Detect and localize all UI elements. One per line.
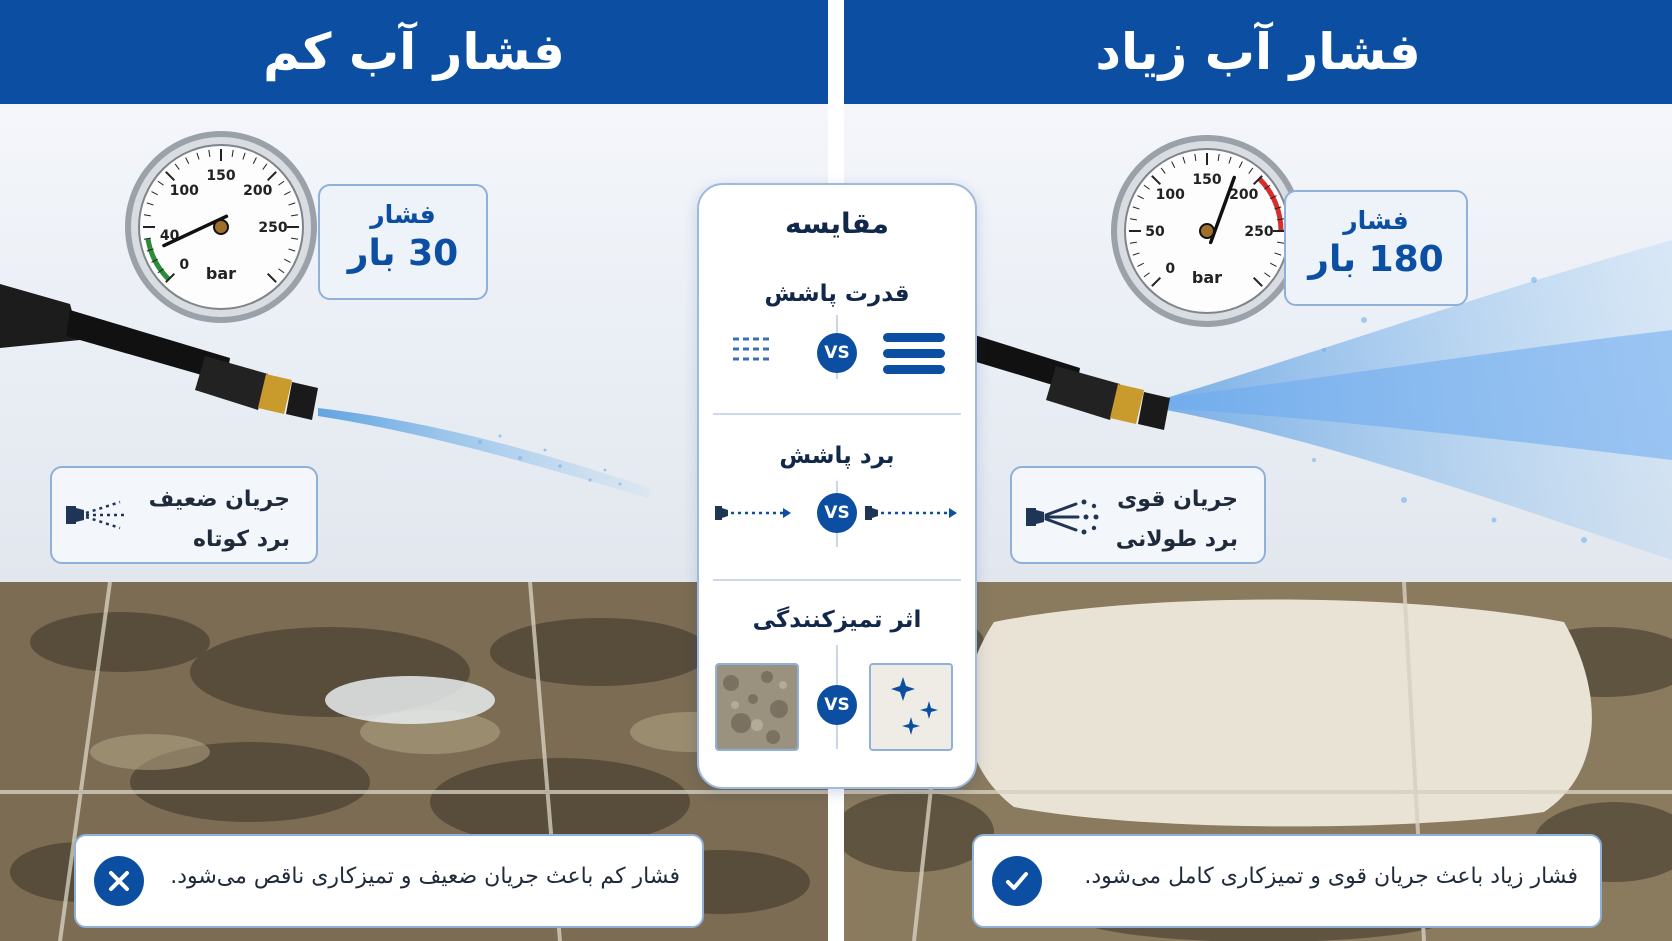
gauge-tick-label: 100 [1155,187,1185,204]
spray-range-label: برد پاشش [779,443,895,469]
section-divider [713,579,961,581]
pressure-value: 30 بار [347,233,459,274]
gauge-unit: bar [205,264,237,283]
pressure-label: فشار [370,200,436,229]
low-pressure-title: فشار آب کم [263,23,565,81]
x-circle-icon [94,856,144,906]
gauge-tick-label: 50 [1145,224,1165,240]
strong-spray-icon [1022,496,1102,540]
low-pressure-readout [318,184,488,300]
gauge-unit: bar [1191,268,1223,287]
pressure-label: فشار [1343,206,1409,235]
weak-flow-text [149,480,290,560]
flow-line-2: برد کوتاه [193,527,290,552]
high-pressure-readout [1284,190,1468,306]
vs-badge: VS [817,685,857,725]
dirty-surface-tile [715,663,799,751]
low-pressure-gauge [122,128,320,326]
high-pressure-header [844,0,1672,104]
gauge-tick-label: 250 [258,220,288,236]
weak-power-icon [733,335,777,365]
flow-line-1: جریان قوی [1117,487,1238,512]
gauge-tick-label: 200 [1229,187,1259,204]
spray-power-label: قدرت پاشش [764,281,910,307]
high-pressure-gauge [1108,132,1306,330]
high-pressure-note-text: فشار زیاد باعث جریان قوی و تمیزکاری کامل می‌شود. [1084,864,1578,889]
flow-line-1: جریان ضعیف [148,487,290,512]
low-pressure-note-text: فشار کم باعث جریان ضعیف و تمیزکاری ناقص می‌شود. [170,864,680,889]
weak-flow-card [50,466,318,564]
gauge-tick-label: 150 [1192,172,1222,188]
high-pressure-note [972,834,1602,928]
low-pressure-note [74,834,704,928]
high-pressure-title: فشار آب زیاد [1095,23,1421,81]
check-circle-icon [992,856,1042,906]
pressure-value: 180 بار [1308,239,1444,280]
weak-spray-icon [62,496,132,536]
section-divider [713,413,961,415]
long-range-icon [865,503,959,523]
gauge-tick-label: 250 [1244,224,1274,240]
gauge-tick-label: 40 [159,228,180,245]
strong-power-icon [883,333,947,377]
clean-surface-tile [869,663,953,751]
strong-flow-card [1010,466,1266,564]
gauge-tick-label: 0 [1165,260,1176,277]
gauge-tick-label: 150 [206,168,236,184]
strong-flow-text [1116,480,1238,560]
vs-badge: VS [817,493,857,533]
vs-badge: VS [817,333,857,373]
flow-line-2: برد طولانی [1115,527,1238,552]
gauge-tick-label: 200 [243,183,273,200]
comparison-title: مقایسه [785,207,889,240]
cleaning-effect-label: اثر تمیزکنندگی [752,607,922,633]
short-range-icon [715,503,795,523]
gauge-tick-label: 100 [169,183,199,200]
comparison-card [697,183,977,789]
gauge-tick-label: 0 [179,256,190,273]
low-pressure-header [0,0,828,104]
